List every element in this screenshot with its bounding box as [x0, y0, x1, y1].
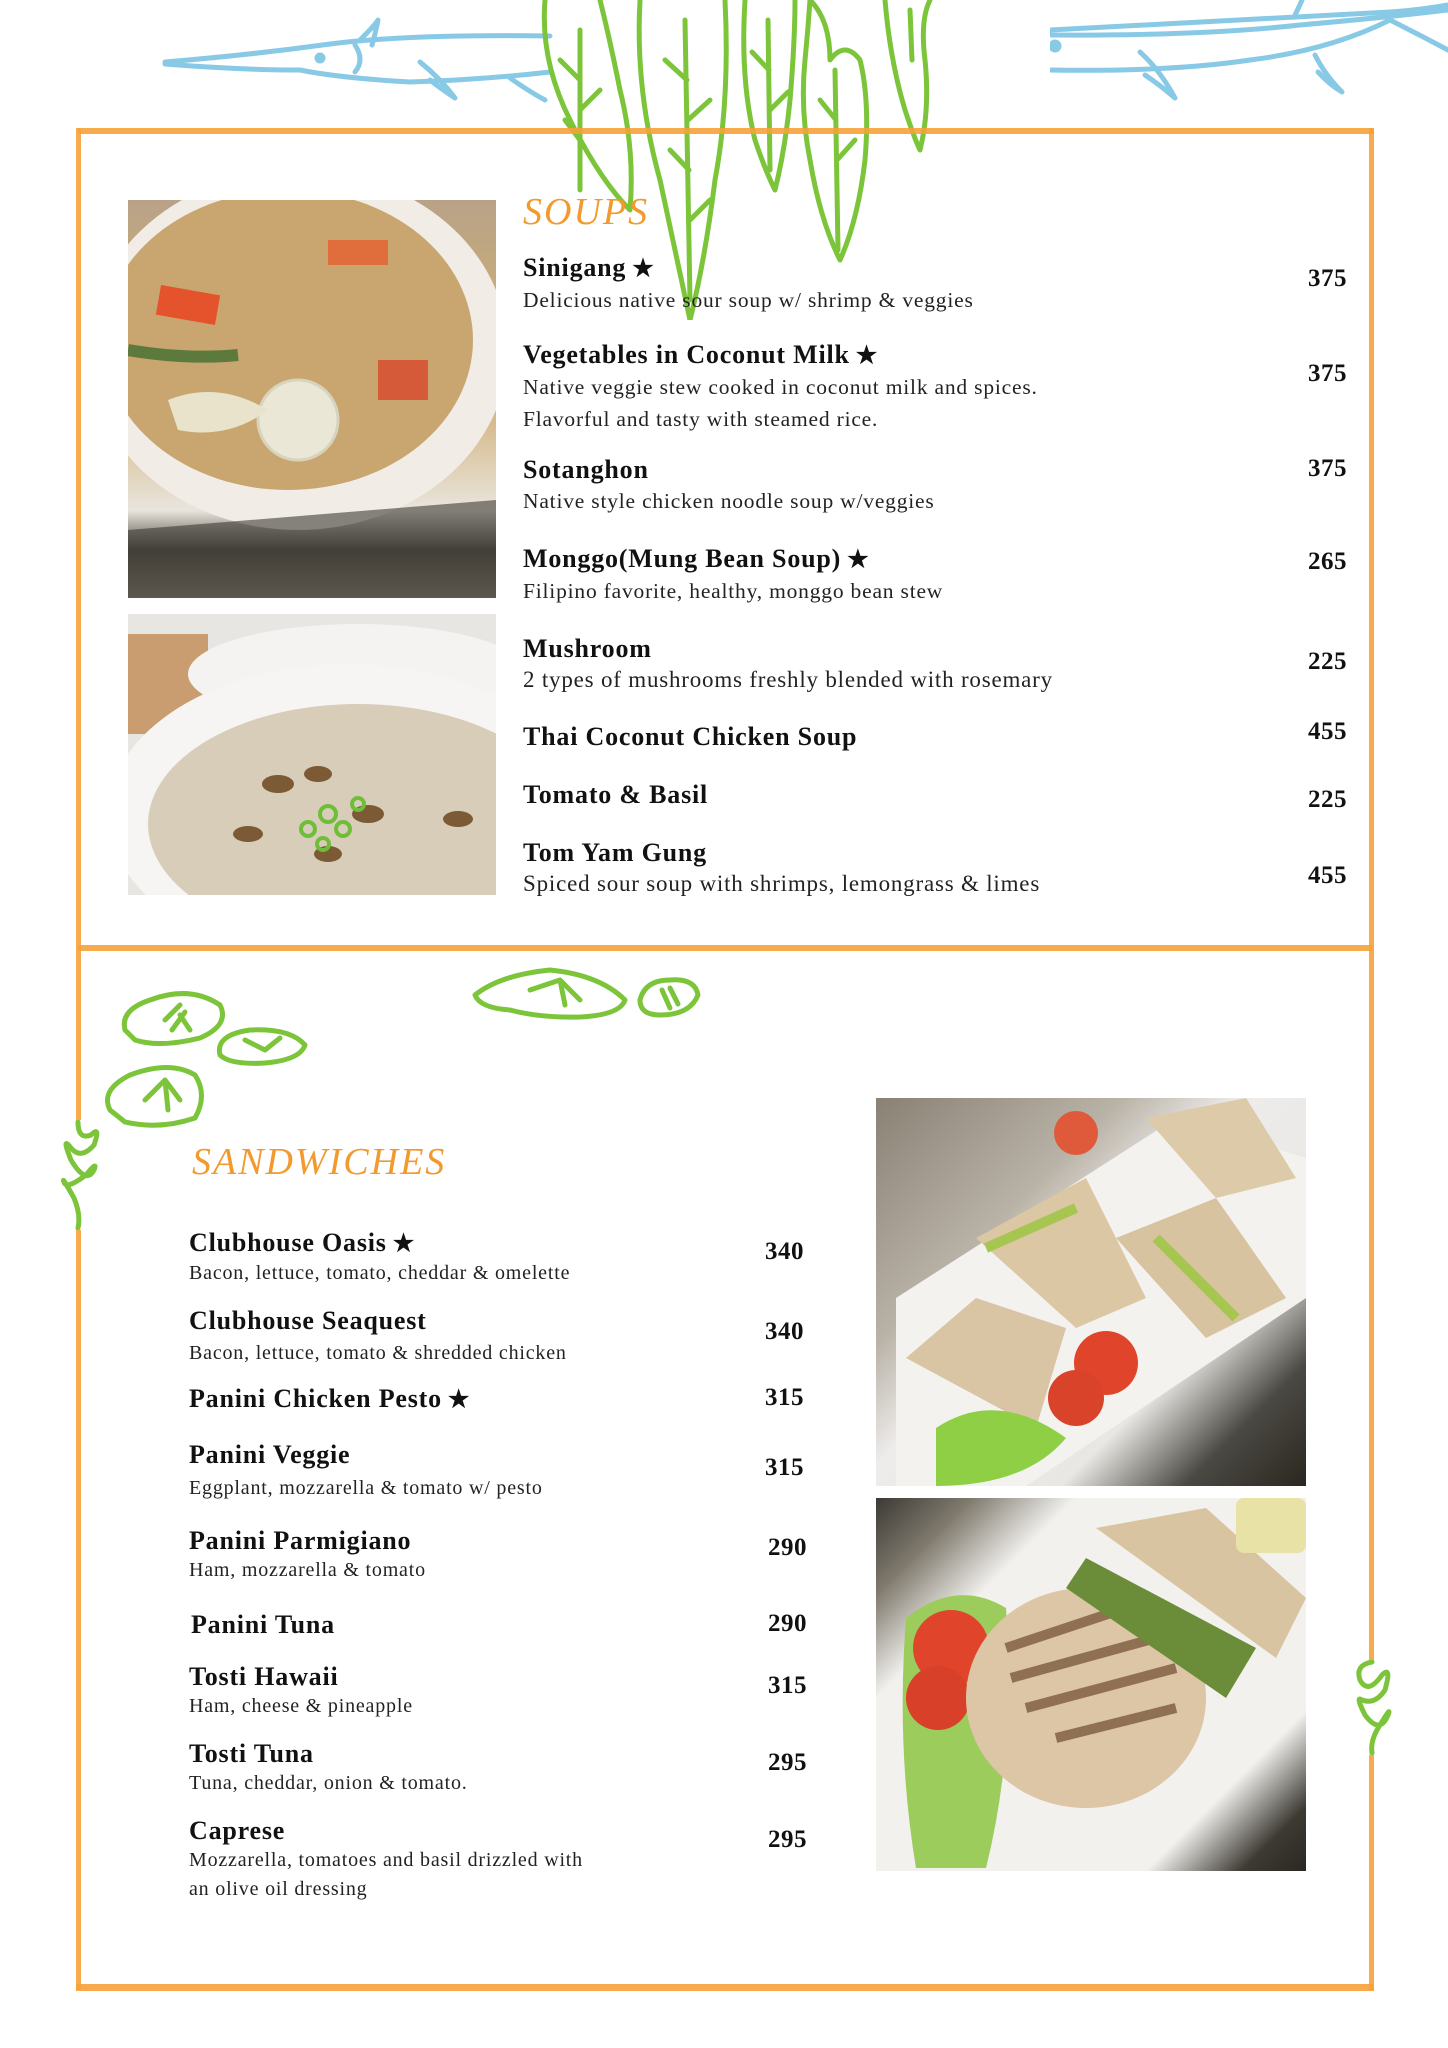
star-icon: ★: [447, 1387, 471, 1413]
soup-item-desc: 2 types of mushrooms freshly blended with rosemary: [523, 667, 1053, 692]
star-icon: ★: [392, 1231, 416, 1257]
soup-item-name: Tomato & Basil: [523, 780, 709, 809]
soup-item-vegetables-coconut: [523, 340, 1038, 435]
sandwich-item-desc: Bacon, lettuce, tomato & shredded chicken: [189, 1342, 567, 1364]
soup-item-price: 455: [1308, 862, 1347, 889]
soup-item-price: 265: [1308, 548, 1347, 575]
soup-item-tom-yam-gung: [523, 838, 1040, 900]
sandwich-item-panini-veggie: [189, 1440, 543, 1503]
soup-item-price: 375: [1308, 360, 1347, 387]
soup-item-name: Sinigang: [523, 253, 627, 282]
sandwich-item-desc-line2: an olive oil dressing: [189, 1878, 368, 1900]
soup-item-thai-coconut-chicken: [523, 722, 857, 752]
sandwich-item-desc: Ham, mozzarella & tomato: [189, 1559, 426, 1581]
sandwich-item-price: 315: [768, 1672, 807, 1699]
soup-item-desc: Native style chicken noodle soup w/veggies: [523, 489, 935, 513]
sandwich-item-desc: Eggplant, mozzarella & tomato w/ pesto: [189, 1477, 543, 1499]
star-icon: ★: [632, 256, 655, 282]
star-icon: ★: [855, 343, 879, 369]
sandwich-item-name: Panini Chicken Pesto: [189, 1384, 442, 1413]
soup-item-name: Sotanghon: [523, 455, 649, 484]
sandwich-item-name: Clubhouse Oasis: [189, 1228, 387, 1257]
sandwich-item-tosti-tuna: [189, 1739, 468, 1798]
sandwich-item-tosti-hawaii: [189, 1662, 413, 1721]
fish-illustration-left: [150, 0, 570, 110]
soup-item-name: Vegetables in Coconut Milk: [523, 340, 850, 369]
sandwich-item-desc: Bacon, lettuce, tomato, cheddar & omelette: [189, 1262, 571, 1284]
soup-item-name: Monggo(Mung Bean Soup): [523, 544, 842, 573]
sandwich-item-desc: Tuna, cheddar, onion & tomato.: [189, 1772, 468, 1794]
sandwich-item-price: 290: [768, 1534, 807, 1561]
sandwich-item-panini-parmigiano: [189, 1526, 426, 1585]
soup-item-name: Mushroom: [523, 634, 652, 663]
sandwich-item-price: 295: [768, 1826, 807, 1853]
soup-photo-sinigang: [128, 200, 496, 598]
soup-item-mushroom: [523, 634, 1053, 696]
soup-item-desc-line2: Flavorful and tasty with steamed rice.: [523, 407, 879, 431]
frame-bottom-border: [76, 1984, 1374, 1991]
frame-top-border: [78, 128, 1374, 134]
sandwich-item-panini-chicken-pesto: [189, 1384, 470, 1415]
fish-illustration-right: [1050, 0, 1448, 110]
soup-item-monggo: [523, 544, 943, 607]
lily-pads-illustration: [80, 960, 840, 1140]
soup-item-desc: Native veggie stew cooked in coconut milk and spices.: [523, 375, 1038, 399]
sandwich-item-name: Panini Parmigiano: [189, 1526, 412, 1555]
sandwich-photo-panini: [876, 1498, 1306, 1871]
soup-item-price: 455: [1308, 718, 1347, 745]
sandwich-item-name: Caprese: [189, 1816, 286, 1845]
sandwich-item-name: Tosti Tuna: [189, 1739, 314, 1768]
star-icon: ★: [847, 547, 870, 573]
sandwich-item-price: 340: [765, 1238, 804, 1265]
soup-item-name: Tom Yam Gung: [523, 838, 707, 867]
soup-item-name: Thai Coconut Chicken Soup: [523, 722, 858, 751]
sandwich-item-price: 340: [765, 1318, 804, 1345]
soup-item-sinigang: [523, 253, 974, 316]
soup-item-desc: Filipino favorite, healthy, monggo bean stew: [523, 579, 944, 603]
section-divider: [78, 945, 1372, 951]
sandwiches-heading: SANDWICHES: [192, 1141, 447, 1183]
vine-right: [1350, 1660, 1400, 1755]
soup-item-price: 375: [1308, 455, 1347, 482]
sandwich-item-price: 315: [765, 1454, 804, 1481]
soup-item-price: 225: [1308, 648, 1347, 675]
sandwich-item-price: 295: [768, 1749, 807, 1776]
soups-heading: SOUPS: [523, 191, 650, 233]
sandwich-item-name: Clubhouse Seaquest: [189, 1306, 427, 1335]
sandwich-item-clubhouse-seaquest: [189, 1306, 567, 1368]
soup-item-sotanghon: [523, 455, 935, 517]
sandwich-item-name: Panini Tuna: [191, 1610, 335, 1639]
sandwich-item-clubhouse-oasis: [189, 1228, 570, 1288]
soup-photo-mushroom: [128, 614, 496, 895]
soup-item-tomato-basil: [523, 780, 708, 810]
sandwich-item-price: 290: [768, 1610, 807, 1637]
sandwich-item-name: Tosti Hawaii: [189, 1662, 339, 1691]
soup-item-desc: Delicious native sour soup w/ shrimp & veggies: [523, 288, 974, 312]
sandwich-item-desc: Mozzarella, tomatoes and basil drizzled with: [189, 1849, 583, 1871]
sandwich-item-desc: Ham, cheese & pineapple: [189, 1695, 413, 1717]
soup-item-price: 225: [1308, 786, 1347, 813]
sandwich-photo-club: [876, 1098, 1306, 1486]
sandwich-item-name: Panini Veggie: [189, 1440, 351, 1469]
sandwich-item-caprese: [189, 1816, 583, 1904]
sandwich-item-price: 315: [765, 1384, 804, 1411]
sandwich-item-panini-tuna: [191, 1610, 335, 1640]
soup-item-desc: Spiced sour soup with shrimps, lemongrass & limes: [523, 871, 1041, 896]
soup-item-price: 375: [1308, 265, 1347, 292]
